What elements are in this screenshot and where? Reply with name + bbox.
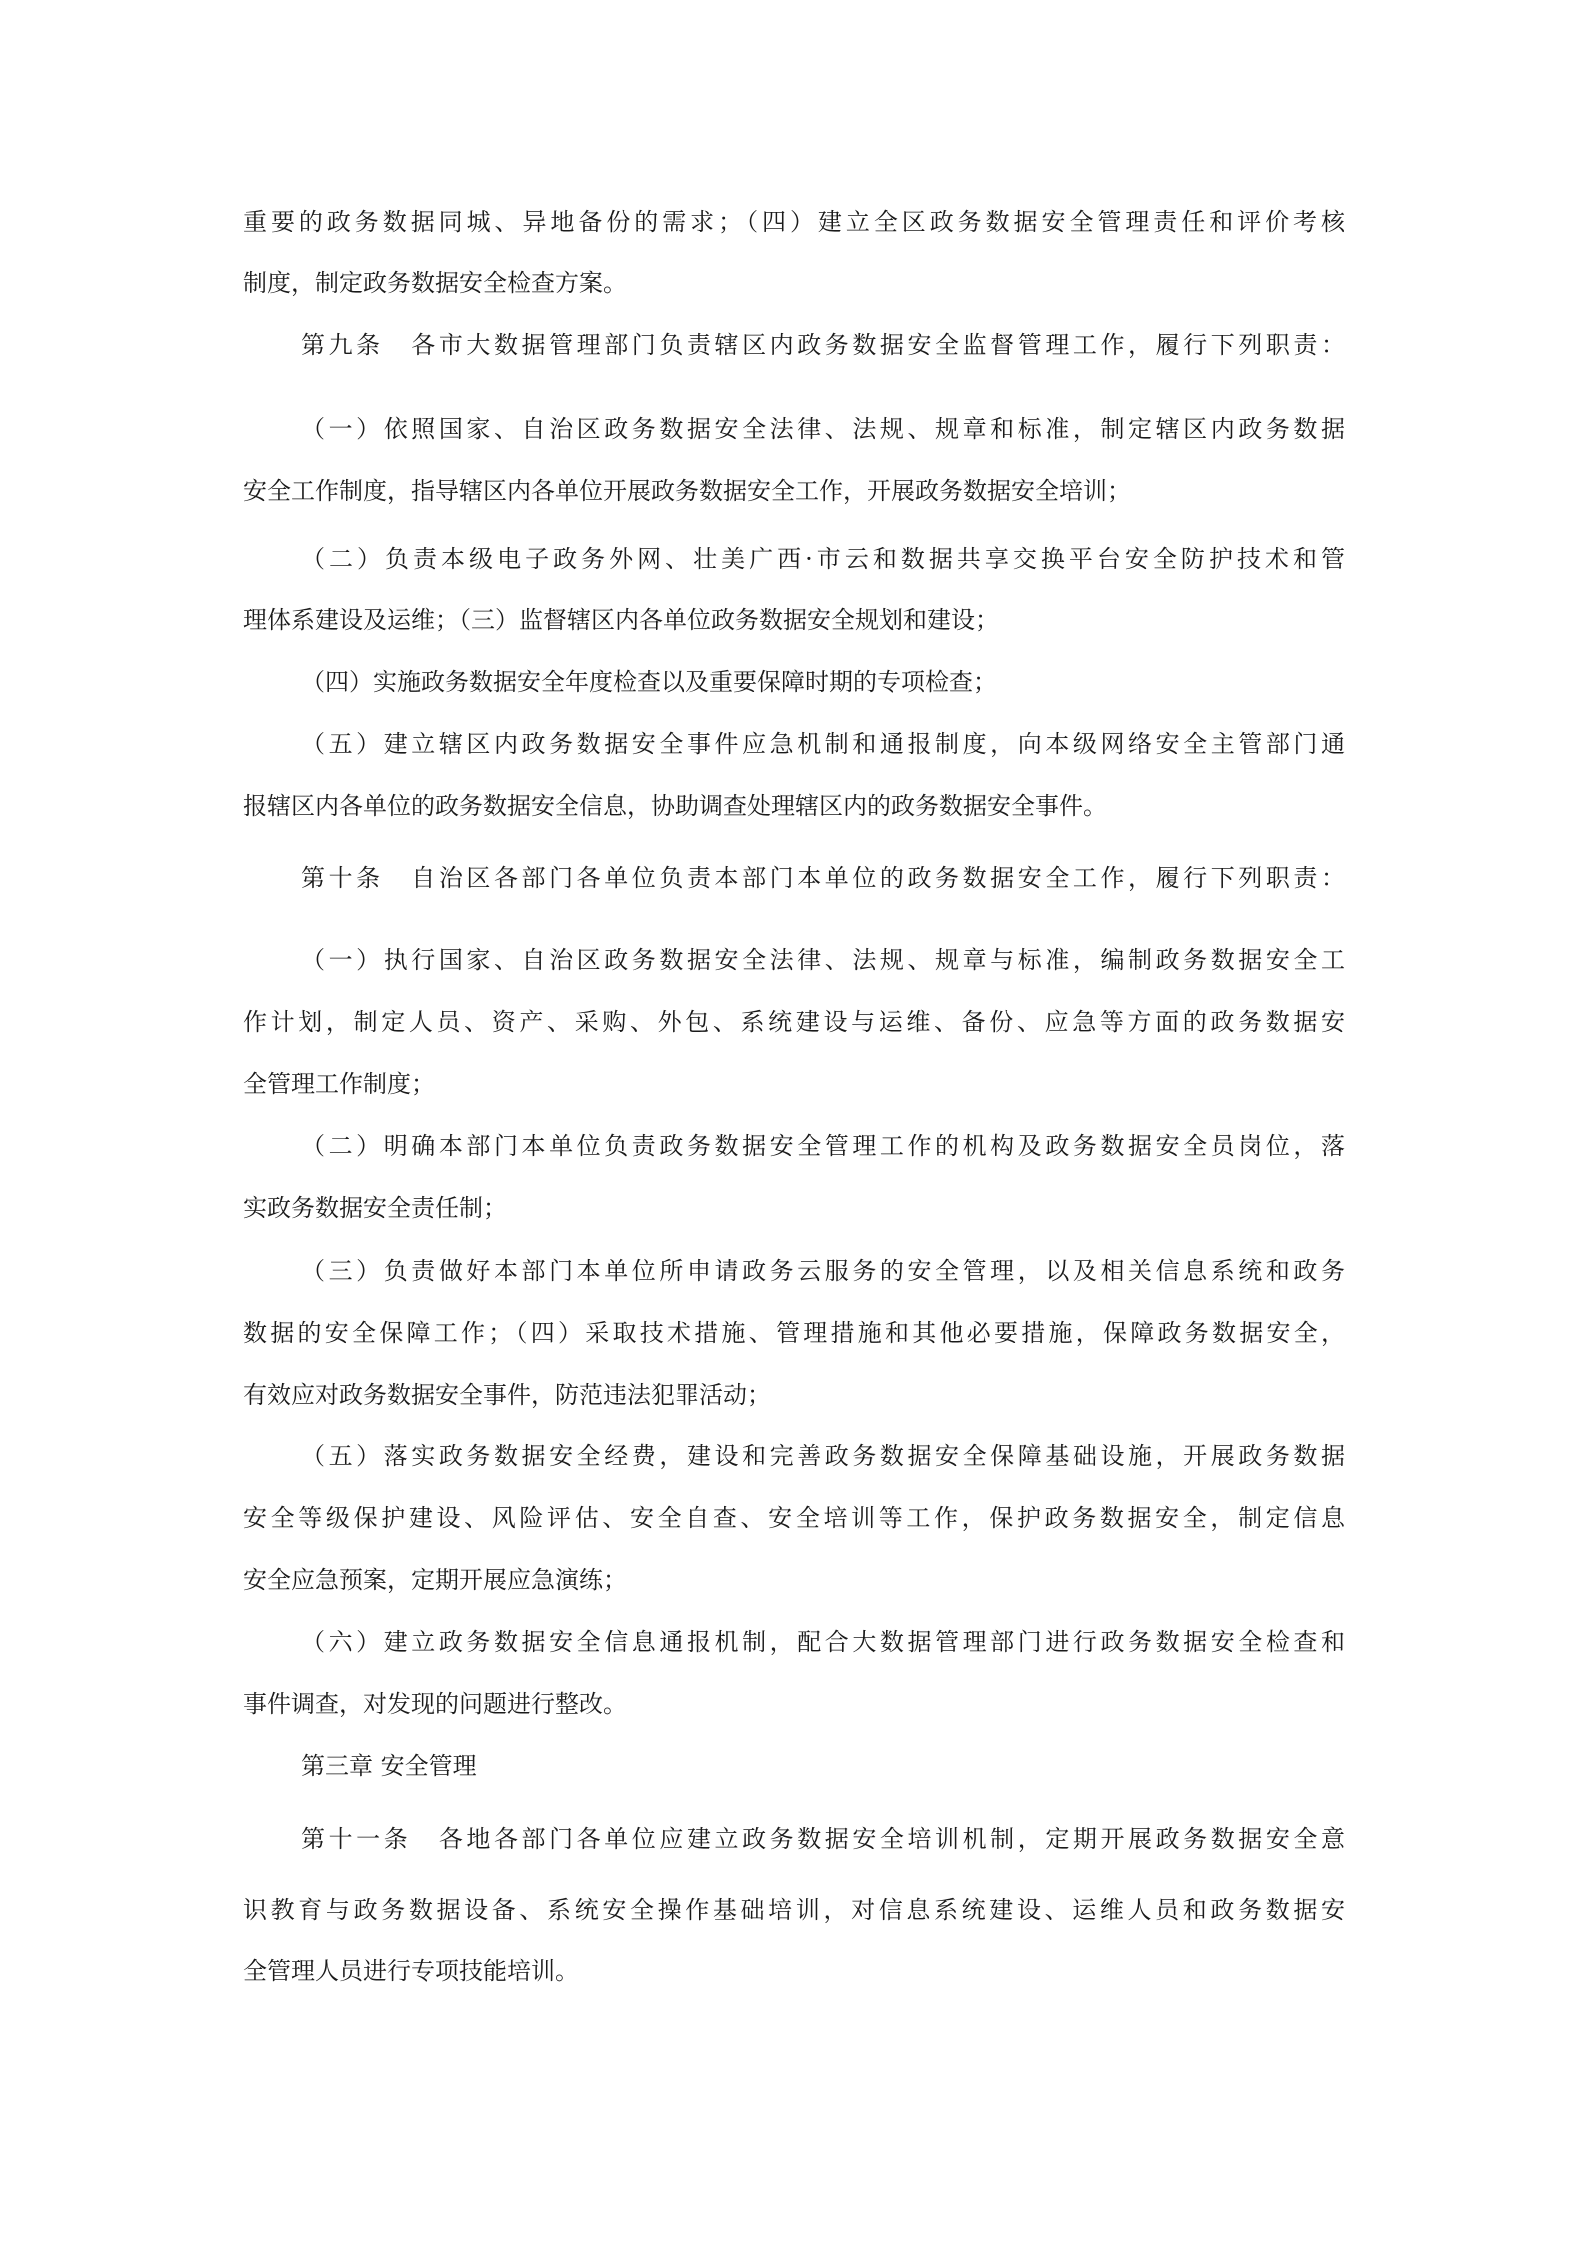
text-line: 理体系建设及运维；（三）监督辖区内各单位政务数据安全规划和建设； [243, 606, 999, 634]
text-line: 全管理工作制度； [243, 1070, 435, 1098]
article-10-item-1: （一）执行国家、自治区政务数据安全法律、法规、规章与标准，编制政务数据安全工 [301, 946, 1345, 974]
text-line: 安全等级保护建设、风险评估、安全自查、安全培训等工作，保护政务数据安全，制定信息 [243, 1504, 1345, 1532]
article-9-item-2: （二）负责本级电子政务外网、壮美广西·市云和数据共享交换平台安全防护技术和管 [301, 545, 1345, 573]
article-9-heading: 第九条 各市大数据管理部门负责辖区内政务数据安全监督管理工作，履行下列职责： [301, 331, 1345, 359]
article-9-item-5: （五）建立辖区内政务数据安全事件应急机制和通报制度，向本级网络安全主管部门通 [301, 730, 1345, 758]
article-10-item-2: （二）明确本部门本单位负责政务数据安全管理工作的机构及政务数据安全员岗位，落 [301, 1132, 1345, 1160]
article-11-heading: 第十一条 各地各部门各单位应建立政务数据安全培训机制，定期开展政务数据安全意 [301, 1825, 1345, 1853]
article-9-item-1: （一）依照国家、自治区政务数据安全法律、法规、规章和标准，制定辖区内政务数据 [301, 415, 1345, 443]
text-line: 识教育与政务数据设备、系统安全操作基础培训，对信息系统建设、运维人员和政务数据安 [243, 1896, 1345, 1924]
text-line: 制度，制定政务数据安全检查方案。 [243, 269, 627, 297]
article-10-item-6: （六）建立政务数据安全信息通报机制，配合大数据管理部门进行政务数据安全检查和 [301, 1628, 1345, 1656]
text-line: 全管理人员进行专项技能培训。 [243, 1957, 579, 1985]
text-line: 数据的安全保障工作；（四）采取技术措施、管理措施和其他必要措施，保障政务数据安全， [243, 1319, 1345, 1347]
text-line: 安全工作制度，指导辖区内各单位开展政务数据安全工作，开展政务数据安全培训； [243, 477, 1131, 505]
chapter-3-heading: 第三章 安全管理 [301, 1752, 477, 1780]
text-line: 报辖区内各单位的政务数据安全信息，协助调查处理辖区内的政务数据安全事件。 [243, 792, 1107, 820]
text-line: 实政务数据安全责任制； [243, 1194, 507, 1222]
article-10-item-5: （五）落实政务数据安全经费，建设和完善政务数据安全保障基础设施，开展政务数据 [301, 1442, 1345, 1470]
text-line: 安全应急预案，定期开展应急演练； [243, 1566, 627, 1594]
text-line: 作计划，制定人员、资产、采购、外包、系统建设与运维、备份、应急等方面的政务数据安 [243, 1008, 1345, 1036]
text-line: 有效应对政务数据安全事件，防范违法犯罪活动； [243, 1381, 771, 1409]
text-line: 事件调查，对发现的问题进行整改。 [243, 1690, 627, 1718]
article-9-item-4: （四）实施政务数据安全年度检查以及重要保障时期的专项检查； [301, 668, 997, 696]
article-10-item-3: （三）负责做好本部门本单位所申请政务云服务的安全管理，以及相关信息系统和政务 [301, 1257, 1345, 1285]
text-line: 重要的政务数据同城、异地备份的需求；（四）建立全区政务数据安全管理责任和评价考核 [243, 208, 1345, 236]
article-10-heading: 第十条 自治区各部门各单位负责本部门本单位的政务数据安全工作，履行下列职责： [301, 864, 1345, 892]
